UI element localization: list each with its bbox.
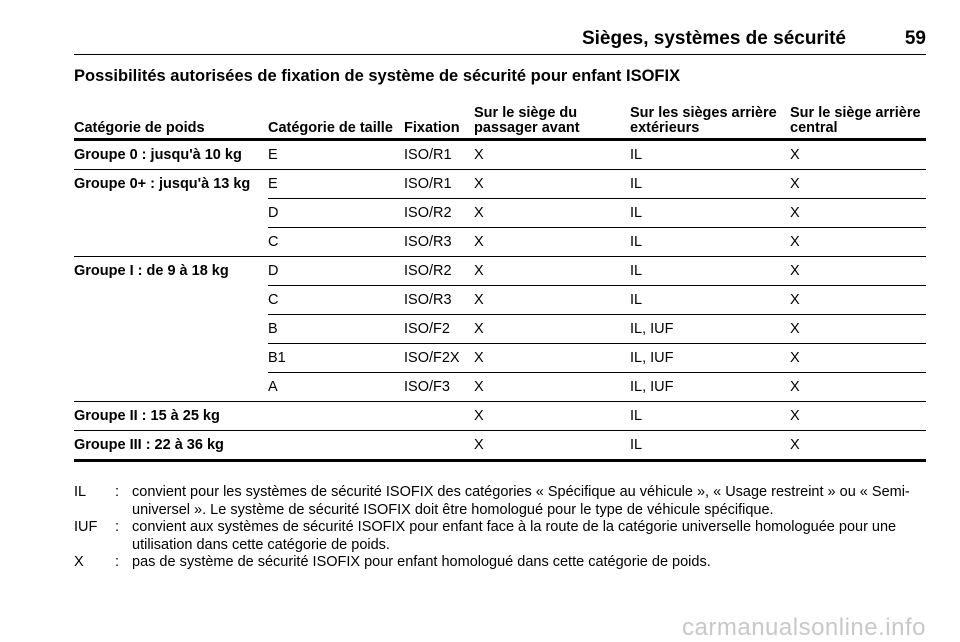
weight-category-cell: [74, 344, 268, 373]
page-number: 59: [904, 28, 926, 49]
table-row: [74, 286, 926, 315]
size-category-cell: [268, 402, 404, 431]
isofix-table: [74, 97, 926, 462]
legend-colon: :: [115, 484, 120, 500]
legend-key: IL: [74, 484, 87, 500]
front-passenger-cell: X: [474, 170, 630, 199]
rear-centre-cell: X: [790, 344, 926, 373]
size-category-cell: A: [268, 373, 404, 402]
fixture-cell: [404, 402, 474, 431]
weight-category-cell: Groupe III : 22 à 36 kg: [74, 431, 268, 461]
watermark: carmanualsonline.info: [682, 614, 926, 641]
legend-text: convient aux systèmes de sécurité ISOFIX pour enfant face à la route de la catégorie universelle homologuée pour une utilisation dans cette catégorie de poids.: [132, 519, 897, 553]
legend-text: convient pour les systèmes de sécurité ISOFIX des catégories « Spécifique au véhicule », « Usage restreint » ou « Semi-universel ». Le système de sécurité ISOFIX doit être homologué pour le type de véhicule spécifique.: [132, 484, 910, 518]
table-row: [74, 344, 926, 373]
column-header: Sur les sièges arrière extérieurs: [630, 97, 790, 140]
fixture-cell: ISO/F2X: [404, 344, 474, 373]
weight-category-cell: [74, 373, 268, 402]
rear-centre-cell: X: [790, 431, 926, 461]
fixture-cell: ISO/R3: [404, 228, 474, 257]
fixture-cell: ISO/R3: [404, 286, 474, 315]
rear-centre-cell: X: [790, 315, 926, 344]
legend-colon: :: [115, 519, 120, 535]
table-row: [74, 140, 926, 170]
size-category-cell: B1: [268, 344, 404, 373]
section-title: Sièges, systèmes de sécurité: [581, 28, 846, 49]
weight-category-cell: Groupe I : de 9 à 18 kg: [74, 263, 229, 280]
front-passenger-cell: X: [474, 344, 630, 373]
rear-outboard-cell: IL: [630, 257, 790, 286]
rear-outboard-cell: IL, IUF: [630, 315, 790, 344]
column-header: Sur le siège arrière central: [790, 97, 926, 140]
weight-category-cell: [74, 228, 268, 257]
legend: [74, 484, 926, 572]
rear-outboard-cell: IL, IUF: [630, 373, 790, 402]
fixture-cell: ISO/R1: [404, 170, 474, 199]
table-row: [74, 199, 926, 228]
rear-outboard-cell: IL: [630, 402, 790, 431]
table-header-row: [74, 97, 926, 140]
front-passenger-cell: X: [474, 228, 630, 257]
rear-centre-cell: X: [790, 199, 926, 228]
table-row: [74, 315, 926, 344]
weight-category-cell: [74, 315, 268, 344]
fixture-cell: ISO/R2: [404, 199, 474, 228]
column-header: Sur le siège du passager avant: [474, 97, 630, 140]
rear-outboard-cell: IL: [630, 431, 790, 461]
size-category-cell: D: [268, 199, 404, 228]
weight-category-cell: [74, 199, 268, 228]
front-passenger-cell: X: [474, 140, 630, 170]
size-category-cell: C: [268, 228, 404, 257]
front-passenger-cell: X: [474, 286, 630, 315]
fixture-cell: ISO/R2: [404, 257, 474, 286]
legend-item-iuf: [74, 519, 926, 554]
table-row: [74, 170, 926, 199]
table-title: Possibilités autorisées de fixation de système de sécurité pour enfant ISOFIX: [74, 67, 681, 85]
size-category-cell: E: [268, 170, 404, 199]
front-passenger-cell: X: [474, 402, 630, 431]
size-category-cell: D: [268, 257, 404, 286]
front-passenger-cell: X: [474, 373, 630, 402]
running-header: [74, 28, 926, 55]
rear-centre-cell: X: [790, 140, 926, 170]
fixture-cell: ISO/F3: [404, 373, 474, 402]
table-row: [74, 431, 926, 461]
front-passenger-cell: X: [474, 257, 630, 286]
legend-key: IUF: [74, 519, 98, 535]
table-row: [74, 257, 926, 286]
size-category-cell: C: [268, 286, 404, 315]
rear-outboard-cell: IL, IUF: [630, 344, 790, 373]
front-passenger-cell: X: [474, 315, 630, 344]
legend-text: pas de système de sécurité ISOFIX pour enfant homologué dans cette catégorie de poids.: [132, 554, 711, 570]
table-row: [74, 373, 926, 402]
column-header: Catégorie de poids: [74, 97, 268, 140]
rear-centre-cell: X: [790, 257, 926, 286]
weight-category-cell: [74, 286, 268, 315]
rear-outboard-cell: IL: [630, 140, 790, 170]
weight-category-cell: Groupe 0+ : jusqu'à 13 kg: [74, 176, 251, 193]
column-header: Fixation: [404, 97, 474, 140]
rear-outboard-cell: IL: [630, 170, 790, 199]
rear-centre-cell: X: [790, 286, 926, 315]
front-passenger-cell: X: [474, 431, 630, 461]
weight-category-cell: Groupe 0 : jusqu'à 10 kg: [74, 140, 268, 170]
front-passenger-cell: X: [474, 199, 630, 228]
legend-colon: :: [115, 554, 120, 570]
rear-centre-cell: X: [790, 228, 926, 257]
column-header: Catégorie de taille: [268, 97, 404, 140]
rear-centre-cell: X: [790, 373, 926, 402]
size-category-cell: [268, 431, 404, 461]
weight-category-cell: Groupe II : 15 à 25 kg: [74, 402, 268, 431]
fixture-cell: ISO/R1: [404, 140, 474, 170]
legend-item-il: [74, 484, 926, 519]
size-category-cell: B: [268, 315, 404, 344]
rear-outboard-cell: IL: [630, 286, 790, 315]
size-category-cell: E: [268, 140, 404, 170]
fixture-cell: [404, 431, 474, 461]
rear-outboard-cell: IL: [630, 199, 790, 228]
table-row: [74, 228, 926, 257]
fixture-cell: ISO/F2: [404, 315, 474, 344]
legend-key: X: [74, 554, 84, 570]
legend-item-x: [74, 554, 926, 572]
rear-outboard-cell: IL: [630, 228, 790, 257]
table-row: [74, 402, 926, 431]
rear-centre-cell: X: [790, 402, 926, 431]
rear-centre-cell: X: [790, 170, 926, 199]
